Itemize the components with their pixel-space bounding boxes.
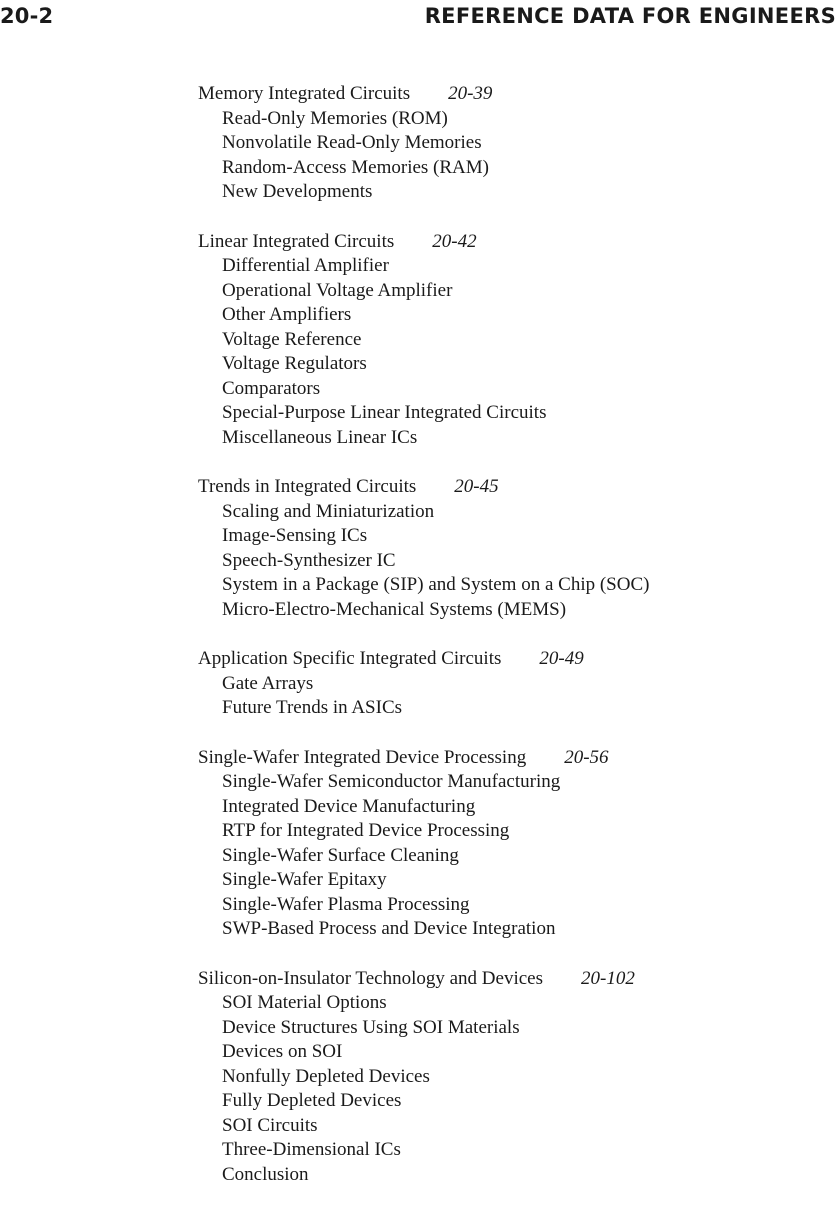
toc-section-memory-ics: [198, 82, 828, 205]
toc-section-asics: [198, 647, 828, 721]
toc-section-soi: [198, 967, 828, 1188]
topic-item: SOI Material Options: [222, 992, 387, 1013]
topic-list: [198, 500, 828, 623]
topic-item: Integrated Device Manufacturing: [222, 795, 476, 817]
section-page-number: 20-45: [454, 476, 499, 497]
topic-item: Devices on SOI: [222, 1041, 343, 1062]
topic-item: Single-Wafer Semiconductor Manufacturing: [222, 771, 561, 792]
section-page-number: 20-42: [432, 230, 477, 252]
topic-list: [198, 107, 828, 205]
topic-item: SWP-Based Process and Device Integration: [222, 918, 556, 939]
topic-list: [198, 672, 828, 721]
topic-list: [198, 254, 828, 450]
topic-item: Nonfully Depleted Devices: [222, 1065, 430, 1087]
topic-item: SOI Circuits: [222, 1114, 318, 1136]
topic-item: Comparators: [222, 377, 321, 399]
toc-section-trends: [198, 475, 828, 622]
running-title: REFERENCE DATA FOR ENGINEERS: [424, 4, 836, 28]
toc-section-single-wafer: [198, 746, 828, 942]
topic-list: [198, 770, 828, 942]
topic-item: Speech-Synthesizer IC: [222, 549, 396, 571]
section-heading: [198, 647, 828, 672]
topic-item: Special-Purpose Linear Integrated Circuits: [222, 402, 547, 423]
topic-item: Conclusion: [222, 1163, 309, 1185]
topic-item: Operational Voltage Amplifier: [222, 279, 453, 301]
topic-item: Device Structures Using SOI Materials: [222, 1016, 520, 1038]
topic-item: Miscellaneous Linear ICs: [222, 426, 418, 448]
topic-item: Scaling and Miniaturization: [222, 500, 435, 522]
topic-item: System in a Package (SIP) and System on a Chip (SOC): [222, 574, 650, 595]
section-heading: [198, 82, 828, 107]
section-title: Silicon-on-Insulator Technology and Devices: [198, 967, 543, 989]
section-title: Application Specific Integrated Circuits: [198, 648, 502, 669]
page-number: 20-2: [0, 4, 54, 28]
topic-item: Random-Access Memories (RAM): [222, 156, 490, 178]
topic-item: New Developments: [222, 181, 373, 202]
toc-section-linear-ics: [198, 230, 828, 451]
topic-item: Other Amplifiers: [222, 304, 352, 325]
section-title: Trends in Integrated Circuits: [198, 476, 417, 497]
section-heading: [198, 230, 828, 255]
topic-item: Read-Only Memories (ROM): [222, 107, 448, 129]
section-page-number: 20-39: [448, 83, 493, 104]
topic-item: Single-Wafer Surface Cleaning: [222, 844, 459, 866]
topic-item: Voltage Regulators: [222, 353, 367, 374]
topic-list: [198, 991, 828, 1187]
topic-item: Micro-Electro-Mechanical Systems (MEMS): [222, 598, 567, 620]
topic-item: Three-Dimensional ICs: [222, 1139, 401, 1160]
section-title: Memory Integrated Circuits: [198, 83, 411, 104]
topic-item: Future Trends in ASICs: [222, 697, 403, 718]
topic-item: Nonvolatile Read-Only Memories: [222, 132, 482, 153]
section-title: Single-Wafer Integrated Device Processing: [198, 746, 527, 768]
topic-item: Image-Sensing ICs: [222, 525, 368, 546]
section-title: Linear Integrated Circuits: [198, 230, 395, 252]
page-header: [0, 4, 838, 34]
topic-item: Single-Wafer Epitaxy: [222, 869, 387, 890]
section-heading: [198, 746, 828, 771]
topic-item: Fully Depleted Devices: [222, 1090, 402, 1111]
section-page-number: 20-49: [539, 648, 584, 669]
topic-item: Differential Amplifier: [222, 255, 389, 276]
section-page-number: 20-56: [564, 746, 609, 768]
table-of-contents: [198, 82, 828, 1212]
topic-item: RTP for Integrated Device Processing: [222, 820, 510, 841]
section-heading: [198, 475, 828, 500]
section-page-number: 20-102: [581, 967, 635, 989]
section-heading: [198, 967, 828, 992]
topic-item: Single-Wafer Plasma Processing: [222, 893, 470, 915]
topic-item: Gate Arrays: [222, 672, 314, 694]
topic-item: Voltage Reference: [222, 328, 362, 350]
